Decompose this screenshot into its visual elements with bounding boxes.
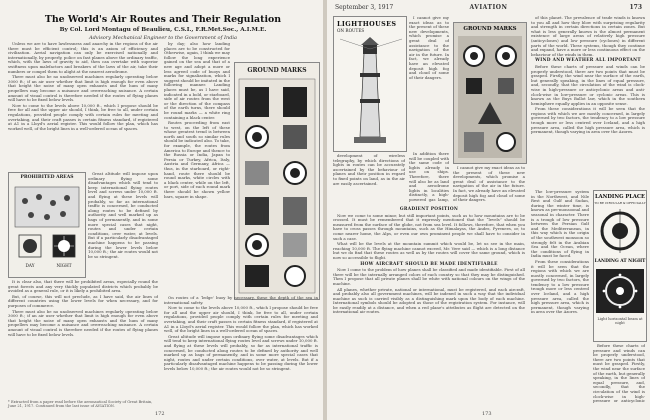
lighthouses-title: LIGHTHOUSES [337, 20, 397, 28]
ground-marks-illustration [235, 77, 319, 299]
right-col1-top-text [409, 16, 449, 150]
landing-place-figure [593, 190, 647, 342]
left-col1-bottom-text [8, 280, 158, 398]
running-head-page: 173 [629, 4, 642, 11]
landing-at-night-title: LANDING AT NIGHT [594, 259, 646, 264]
paragraph: But, of course, this will not preclude, as I have said, the air lines of different countries using the lower levels for when necessary, and for purposes of commerce. [8, 293, 158, 308]
landing-caption: Light horizontal beam at night [597, 317, 643, 326]
paragraph: It is clear also, that there will be prohibited areas, especially round the great forests and any very thickly populated districts which probably be avoided as a general rule, or it is likely a prohibited area. [8, 280, 158, 294]
right-folio: 173 [482, 411, 492, 417]
paragraph: All planes, whether private, national or international, must be registered, and each aircraft, and probably also all government machines, will be indexed in such a way that the individual machine as such is carried visibly as a distinguishing mark upon the body of each machine. International symbols should be adopted as those of the registration system. For instance, will be easily readily at a distance, and when a red plane's attributes as flight are detected on the international air routes. [333, 286, 525, 315]
right-lower-text [333, 206, 525, 406]
paragraph: On routes of a ‘ledge’ buoy by necessary, these the depth of the sea in international safety. [164, 296, 318, 305]
lighthouses-figure [333, 16, 407, 152]
wind-weather-heading: WIND AND WEATHER ALL IMPORTANT [535, 58, 641, 64]
paragraph: Before these charts of pressure and winds can be properly understood, there are two points that must be grasped. Firstly, the wind near the surface of the earth, but generally speaking, in the lines of equal pressure, and, secondly, that the circulation of the wind is clock-wise in high-pressure or anticyclonic [593, 344, 645, 404]
paragraph: What will be the levels at the mountain summit which would be, let us see in the main, reaching 10,000 ft. The flying machine cannot exceed, Mr. Vere said — which is a long distance but we do find that these routes as well as by the routes will cover the same ground, which is now so accessible to flight. [333, 241, 525, 260]
night-label: NIGHT [56, 263, 72, 268]
paragraph: Great altitude will impose upon ordinary flying some disadvantages which will tend to keep international flying routes level and screws under 10,000 ft. and flying at these levels will probably, so far as international traffic is concerned, be conducted along routes to be defined by authority and well marked up as bags of permanently, and in some more special cases that night, routes and under certain conditions, over water, at levels. But if a particularly disadvantaged machine happens to be passing during the lower levels below 10,000 ft.; the air routes would not be so stringent. [88, 172, 158, 259]
paragraph: From these considerations it will be seen that the regions with which we are mostly concerned, in largely governed by two factors, the tendency to a low pressure trough more or less centred over Iceland, and a high pressure area, called the high pressure area, which is permanent, though varying in area over the Azores. [531, 258, 589, 315]
running-head-title: AVIATION [469, 4, 508, 11]
identifiable-heading: HOW AIRCRAFT SHOULD BE MADE IDENTIFIABLE [360, 261, 498, 267]
paragraph: Now I come to the problem of how planes shall be classified and made identifiable. First of all there will be the internally arranged colors of each country so that they may be distinguished. Then I propose that all private planes shall be white with national colours on the wings of the machine. [333, 267, 525, 286]
running-head [335, 4, 642, 14]
left-col2-text [164, 42, 230, 286]
prohibited-areas-figure [8, 172, 86, 278]
day-label: DAY [25, 263, 35, 268]
right-col3-bottom-text [593, 344, 645, 404]
running-head-date: September 3, 1917 [335, 4, 394, 11]
ground-marks-photo-illustration [454, 34, 526, 162]
paragraph: The low-pressure system in the Northwest, and Nile Rest and Gulf and Sudan, during the winter time, is known as pre-monsoonal and seasonal in character. There is a trough of low pressure between the Persian Gulf and the Mediterranean, in this way which is the origin of the southwest monsoon so strongly felt in the Arabian Sea and the Ocean, where the conditions of flying in India must be faced. [531, 190, 589, 259]
landing-place-title: LANDING PLACE [595, 194, 645, 200]
paragraph: Now to come to the levels above 10,000 ft., which I propose should be free for all and the upper air should, I think, be free to all, under certain regulations, provided people comply with certain rules for meeting and overtaking, and their craft passes is certain fitness standard, if registered at A1 in a Lloyd's aerial register. This would follow the plan, which has worked well, of the bright lines in a well-ordered ocean of spaces. [164, 305, 318, 334]
paragraph: Now we come to some minor, but still important points, such as to how mountains are to be crossed. It must be remembered that it expressly mentioned that the “levels” should be measured from the surface of the globe, not from sea level. It follows, therefore, that when you have to cross passes through mountains, such as the Himalayas, the Andes, Pyrenees, or, to come nearer home, the Alps, or even our own prominent people we shall have to consider in such a case. [333, 212, 525, 241]
paragraph: Before these charts of pressure and winds can be properly understood, there are two points that must be grasped. Firstly, the wind near the surface of the earth, but generally speaking, in the lines of equal pressure, and, secondly, that the circulation of the wind is clock-wise in high-pressure or anticyclonic areas and anti-clock-wise in low-pressure or cyclonic areas. This is known as the Buys Ballot law, which in the southern hemisphere equally applies in an opposite sense. [531, 63, 645, 106]
paragraph: In addition there will be coupled with the same code of lights already in use on ships. Therefore, there will also be as land and aerodrome lights in localities distinctly, a high-powered gas lamp, [409, 152, 449, 202]
ground-marks-figure [234, 62, 320, 300]
prohibited-areas-title: PROHIBITED AREAS [20, 175, 74, 180]
gradient-position-heading: GRADIENT POSITION [399, 207, 459, 212]
paragraph: I cannot give my exact ideas as to the present of these new developments, which promise a great deal of assistance to the navigation of the air in the future. In fact, we already have an elevated deposit high fog and cloud of some of their dangers. [453, 166, 525, 203]
left-page [0, 0, 323, 420]
left-folio: 172 [155, 411, 165, 417]
paragraph: development of wireless telegraphy, by which directions of lights in routes can be accurately ascertained by the behaviour of planes and their position in regard to fixed points on land, as in the air are easily ascertained. [333, 154, 405, 186]
ground-marks-title: GROUND MARKS [247, 67, 307, 74]
paragraph: There must also be no unobserved machines regularly operating below 3000 ft.; if an air user whether that limit is high enough for even above that height the noise of many open exhausts and the hum of many propellers may become a nuisance and overreaching nuisance. A certain amount of visual control is therefore needed if the routes of flying planes will have to be fixed below levels. [8, 74, 158, 103]
paragraph: Now to come to the levels above 10,000 ft., which I propose should be free for all and the upper air should, I think, be free to all, under certain regulations, provided people comply with certain rules for meeting and overtaking, and their craft passes is certain fitness standard, if registered at A1 in a Lloyd's aerial register. This would follow the plan, which has worked well, of the bright lines in a well-ordered ocean of spaces. [8, 102, 158, 131]
article-subline: Advisory Mechanical Engineer to the Government of India [88, 35, 237, 41]
right-page [327, 0, 650, 420]
landing-day-illustration [594, 207, 646, 255]
article-byline: By Col. Lord Montagu of Beaulieu, C.S.I., F.R.Met.Soc., A.I.M.E. [59, 27, 267, 33]
paragraph: Unless we are to have lawlessness and anarchy in the regions of the air there must be efficient control; this is an axiom of efficiency and civilization. Aerial navigation can only be exercised nationally and internationally, by properly, police on fast planes above the ordinary traffic, which, with the laws of gravity to aid, then can overtake with superior swiftness upon malefactors and breakers of the laws of the air, take their numbers or compel them to alight at the nearest aerodrome. [8, 42, 158, 74]
left-col2-bottom-text [164, 296, 318, 400]
paragraph: of this planet. The prevalence of trade winds is known to you all and how they blow with surprising regularity and strength in certain directions in certain zones. But what is less generally known is the almost permanent existence of large areas of relatively high pressure (anticyclones) and low pressure (cyclones) in different parts of the world. These systems, though they continue and expand, have a more or less continuous effect on the behaviour of the winds in them. [531, 16, 645, 57]
paragraph: by day; also how landing places are to be constructed for Otherwise, again, I think we may follow the long experience gained on the sea and that of a new age and adopt a more or less agreed code of buoys and marks for signalization, which I suggest should be imitated in the following manner. Landing places must be, as I have said, indicated in a bold, or starboard, side of air routes from the west or the direction of the compass of the earth turns, there should be round marks — a white ring containing a black center. [164, 42, 230, 120]
paragraph: I cannot give my exact ideas as to the present of these new developments, which promise a great deal of assistance to the navigation of the air in the future. In fact, we already have an elevated deposit high fog and cloud of some of their dangers. [409, 16, 449, 80]
lighthouses-subtitle: ON ROUTES [337, 28, 365, 33]
article-title: The World's Air Routes and Their Regulation [44, 14, 282, 25]
right-col3-lower-text [531, 190, 589, 402]
left-col1-text [8, 42, 158, 170]
right-col1-text [333, 154, 405, 204]
paragraph: Great altitude will impose upon ordinary flying some disadvantages which will tend to keep international flying routes level and screws under 10,000 ft. and flying at these levels will probably, so far as international traffic is concerned, be conducted along routes to be defined by authority and well marked up as bags of permanently, and in some more special cases that night, routes and under certain conditions, over water, at levels. But if a particularly disadvantaged machine happens to be passing during the lower levels below 10,000 ft.; the air routes would not be so stringent. [164, 333, 318, 371]
lighthouse-illustration [334, 33, 406, 151]
paragraph: Routes proceeding from east to west, on the left of these whose greatest trend is between north and south so similar rules should be indicated also. To take, for example, the routes from America to Europe and thence to the Russia or India, Japan to Persia or Turkey, Africa, Italy, Austria and Germany, Africa — thus, in the starboard, or right-hand, route there should be round marks, white circles with a black center, while on the left, or port, side of each round mark there should be shown yellow bars, square in shape. [164, 120, 230, 199]
paragraph: From these considerations it will be seen that the regions with which we are mostly concerned, in largely governed by two factors, the tendency to a low pressure trough more or less centred over Iceland, and a high pressure area, called the high pressure area, which is permanent, though varying in area over the Azores. [531, 106, 645, 135]
footnote: * Extracted from a paper read before the aeronautical Society of Great Britain, June 21, 1917. Continued from the last issue of AVIATION. [8, 400, 153, 408]
paragraph: There must also be no unobserved machines regularly operating below 3000 ft.; if an air user whether that limit is high enough for even above that height the noise of many open exhausts and the hum of many propellers may become a nuisance and overreaching nuisance. A certain amount of visual control is therefore needed if the routes of flying planes will have to be fixed below levels. [8, 308, 158, 337]
left-col1-side-text [88, 172, 158, 276]
right-col2-top-text [453, 166, 525, 204]
ground-marks-photo [453, 22, 527, 164]
ground-marks-label: GROUND MARKS [463, 26, 517, 32]
landing-place-subtitle: TO BE CIRCULAR & OFFICIALLY [594, 201, 646, 205]
right-col3-text [531, 16, 645, 186]
right-intro-text [409, 152, 449, 202]
